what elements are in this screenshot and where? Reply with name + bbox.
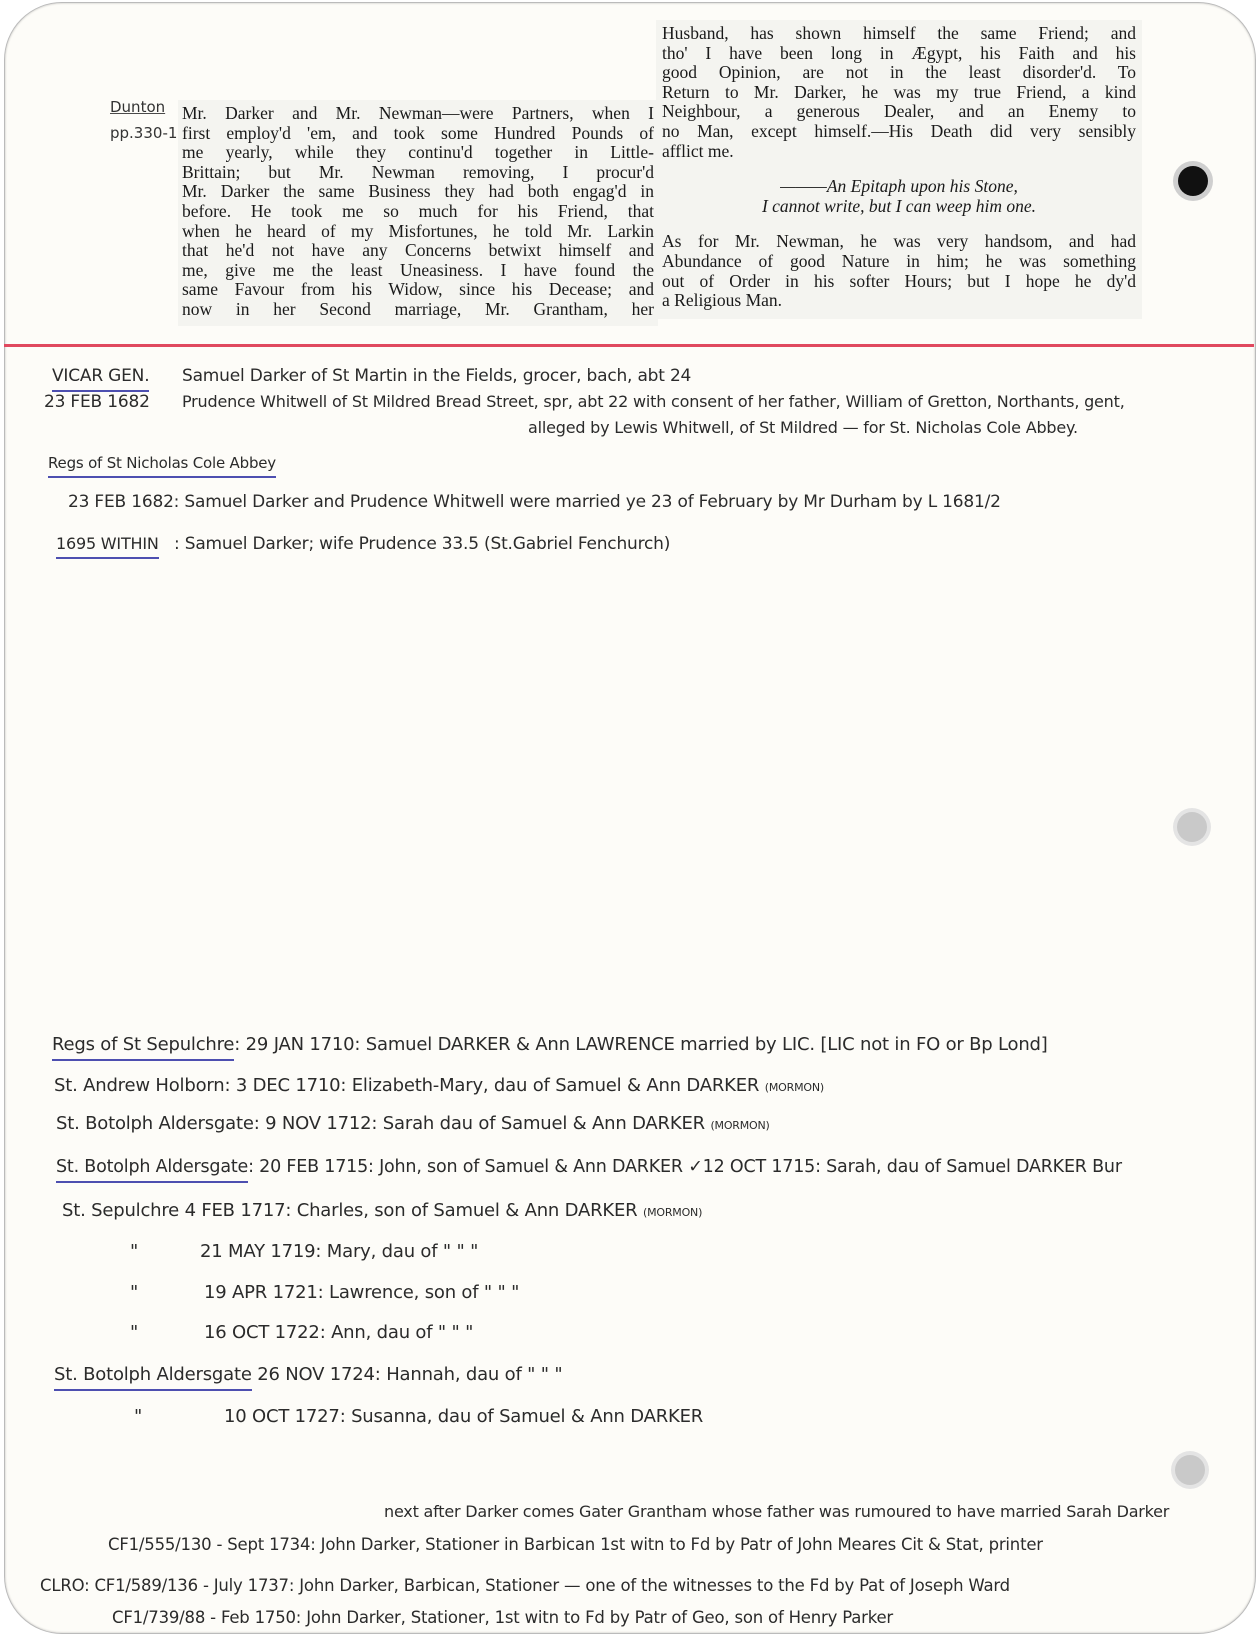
register-entry: St. Botolph Aldersgate: 9 NOV 1712: Sarah dau of Samuel & Ann DARKER (MORMON) (56, 1113, 770, 1134)
vicar-gen-date: 23 FEB 1682 (44, 392, 150, 412)
clip-line: now in her Second marriage, Mr. Grantham, her (182, 298, 654, 319)
clip-line: As for Mr. Newman, he was very handsom, and had (662, 231, 1136, 252)
register-entry: Regs of St Sepulchre: 29 JAN 1710: Samuel DARKER & Ann LAWRENCE married by LIC. [LIC not in FO or Bp Lond] (52, 1034, 1048, 1055)
clipping-right-column (656, 20, 1142, 319)
red-rule (4, 344, 1254, 347)
clip-line: same Favour from his Widow, since his Decease; and (182, 279, 654, 300)
clip-line: Husband, has shown himself the same Friend; and (662, 23, 1136, 43)
clip-line: a Religious Man. (662, 290, 783, 311)
register-entry: " 21 MAY 1719: Mary, dau of " " " (130, 1241, 479, 1262)
clip-line: when he heard of my Misfortunes, he told Mr. Larkin (182, 220, 654, 241)
clip-line: before. He took me so much for his Friend, that (182, 200, 654, 221)
register-entry: St. Botolph Aldersgate 26 NOV 1724: Hannah, dau of " " " (54, 1364, 563, 1385)
clipping-left-column (178, 100, 658, 326)
clip-line: out of Order in his softer Hours; but I hope he dy'd (662, 270, 1136, 291)
regs-cole-abbey-label: Regs of St Nicholas Cole Abbey (48, 454, 276, 472)
register-entry: " 19 APR 1721: Lawrence, son of " " " (130, 1282, 520, 1303)
clip-line: Brittain; but Mr. Newman removing, I procur'd (182, 161, 654, 182)
punch-hole-bottom (1175, 1455, 1205, 1485)
margin-pages: pp.330-1 (110, 124, 178, 142)
clip-line: first employ'd 'em, and took some Hundred Pounds of (182, 122, 654, 143)
register-entry: St. Andrew Holborn: 3 DEC 1710: Elizabeth-Mary, dau of Samuel & Ann DARKER (MORMON) (54, 1075, 824, 1096)
clip-line: Mr. Darker and Mr. Newman—were Partners, when I (182, 103, 654, 123)
within-1695-entry: : Samuel Darker; wife Prudence 33.5 (St.Gabriel Fenchurch) (174, 534, 671, 554)
within-1695-label: 1695 WITHIN (56, 534, 159, 553)
footer-line-1: CF1/555/130 - Sept 1734: John Darker, Stationer in Barbican 1st witn to Fd by Patr of John Meares Cit & Stat, printer (108, 1535, 1043, 1554)
epitaph-line: ———An Epitaph upon his Stone, (780, 176, 1018, 197)
clip-line: good Opinion, are not in the least disorder'd. To (662, 62, 1136, 83)
clip-line: tho' I have been long in Ægypt, his Faith and his (662, 42, 1136, 63)
clip-line: me yearly, while they continu'd together in Little- (182, 142, 654, 163)
margin-source: Dunton (110, 98, 166, 116)
regs-cole-abbey-entry: 23 FEB 1682: Samuel Darker and Prudence Whitwell were married ye 23 of February by Mr Durham by L 1681/2 (68, 492, 1001, 512)
clip-line: no Man, except himself.—His Death did very sensibly (662, 120, 1136, 141)
footer-line-2: CLRO: CF1/589/136 - July 1737: John Darker, Barbican, Stationer — one of the witnesses to the Fd by Pat of Joseph Ward (40, 1576, 1010, 1595)
punch-hole-top (1178, 166, 1208, 196)
vicar-gen-line-2: Prudence Whitwell of St Mildred Bread Street, spr, abt 22 with consent of her father, William of Gretton, Northants, gent, (182, 392, 1125, 411)
epitaph-line: I cannot write, but I can weep him one. (761, 195, 1037, 216)
clip-line: Return to Mr. Darker, he was my true Friend, a kind (662, 81, 1136, 102)
clip-line: afflict me. (662, 140, 734, 161)
clip-line: Neighbour, a generous Dealer, and an Enemy to (662, 101, 1136, 122)
register-entry: " 10 OCT 1727: Susanna, dau of Samuel & Ann DARKER (134, 1406, 704, 1427)
clip-line: me, give me the least Uneasiness. I have found the (182, 259, 654, 280)
punch-hole-middle (1177, 812, 1207, 842)
footer-note-above: next after Darker comes Gater Grantham whose father was rumoured to have married Sarah Darker (384, 1502, 1170, 1521)
vicar-gen-line-1: Samuel Darker of St Martin in the Fields, grocer, bach, abt 24 (182, 366, 692, 386)
footer-line-3: CF1/739/88 - Feb 1750: John Darker, Stationer, 1st witn to Fd by Patr of Geo, son of Henry Parker (112, 1608, 894, 1627)
clip-line: that he'd not have any Concerns betwixt himself and (182, 240, 654, 261)
register-entry: St. Botolph Aldersgate: 20 FEB 1715: John, son of Samuel & Ann DARKER ✓12 OCT 1715: Sarah, dau of Samuel DARKER Bur (56, 1157, 1122, 1177)
register-entry: St. Sepulchre 4 FEB 1717: Charles, son of Samuel & Ann DARKER (MORMON) (62, 1200, 703, 1221)
vicar-gen-line-3: alleged by Lewis Whitwell, of St Mildred — for St. Nicholas Cole Abbey. (528, 418, 1078, 437)
clip-line: Mr. Darker the same Business they had both engag'd in (182, 181, 654, 202)
register-entry: " 16 OCT 1722: Ann, dau of " " " (130, 1322, 474, 1343)
clip-line: Abundance of good Nature in him; he was something (662, 250, 1136, 271)
vicar-gen-label: VICAR GEN. (52, 366, 150, 386)
